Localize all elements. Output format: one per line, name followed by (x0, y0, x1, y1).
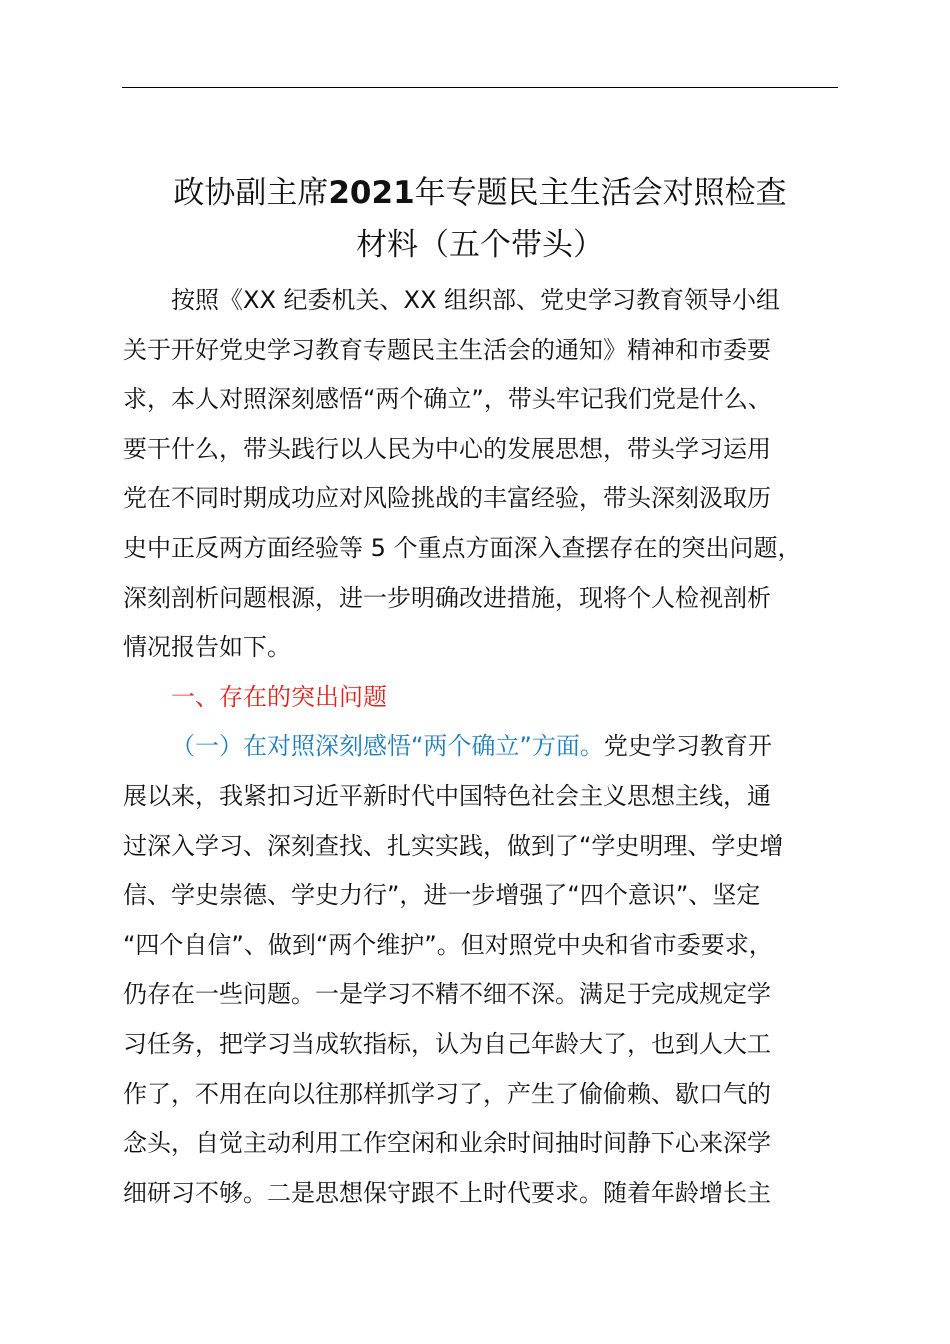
title-part-1: 政协副主席 (173, 174, 329, 211)
title-line-2: 材料（五个带头） (356, 226, 604, 263)
subsection-line: 细研习不够。二是思想保守跟不上时代要求。随着年龄增长主 (123, 1178, 771, 1207)
subsection-line: 过深入学习、深刻查找、扎实实践，做到了“学史明理、学史增 (123, 831, 784, 860)
document-body (123, 276, 863, 1218)
subsection-line: 展以来，我紧扣习近平新时代中国特色社会主义思想主线，通 (123, 781, 771, 810)
intro-line: 党在不同时期成功应对风险挑战的丰富经验，带头深刻汲取历 (123, 484, 771, 513)
subsection-line: 念头，自觉主动利用工作空闲和业余时间抽时间静下心来深学 (123, 1129, 771, 1158)
subsection-first-line (123, 722, 863, 772)
subsection-heading: （一）在对照深刻感悟“两个确立”方面。 (171, 732, 604, 761)
header-rule (122, 87, 838, 88)
intro-line: 要干什么，带头践行以人民为中心的发展思想，带头学习运用 (123, 434, 771, 463)
section-heading: 一、存在的突出问题 (171, 682, 387, 711)
intro-line: 关于开好党史学习教育专题民主生活会的通知》精神和市委要 (123, 335, 771, 364)
title-line-1 (110, 167, 850, 219)
intro-line: 深刻剖析问题根源，进一步明确改进措施，现将个人检视剖析 (123, 583, 771, 612)
title-year: 2021 (328, 174, 415, 211)
intro-line: 情况报告如下。 (123, 633, 291, 662)
subsection-first-line-rest: 党史学习教育开 (603, 732, 772, 761)
subsection-line: 习任务，把学习当成软指标，认为自己年龄大了，也到人大工 (123, 1029, 771, 1058)
subsection-line: 仍存在一些问题。一是学习不精不细不深。满足于完成规定学 (123, 980, 771, 1009)
subsection-line: 作了，不用在向以往那样抓学习了，产生了偷偷赖、歇口气的 (123, 1079, 771, 1108)
document-title (110, 167, 850, 271)
intro-line: 史中正反两方面经验等 5 个重点方面深入查摆存在的突出问题， (123, 533, 802, 562)
intro-line: 按照《XX 纪委机关、XX 组织部、党史学习教育领导小组 (171, 286, 781, 314)
subsection-line: “四个自信”、做到“两个维护”。但对照党中央和省市委要求， (123, 930, 773, 959)
subsection-line: 信、学史崇德、学史力行”，进一步增强了“四个意识”、坚定 (123, 881, 761, 910)
intro-line: 求，本人对照深刻感悟“两个确立”，带头牢记我们党是什么、 (123, 385, 772, 414)
title-part-2: 年专题民主生活会对照检查 (414, 174, 787, 211)
